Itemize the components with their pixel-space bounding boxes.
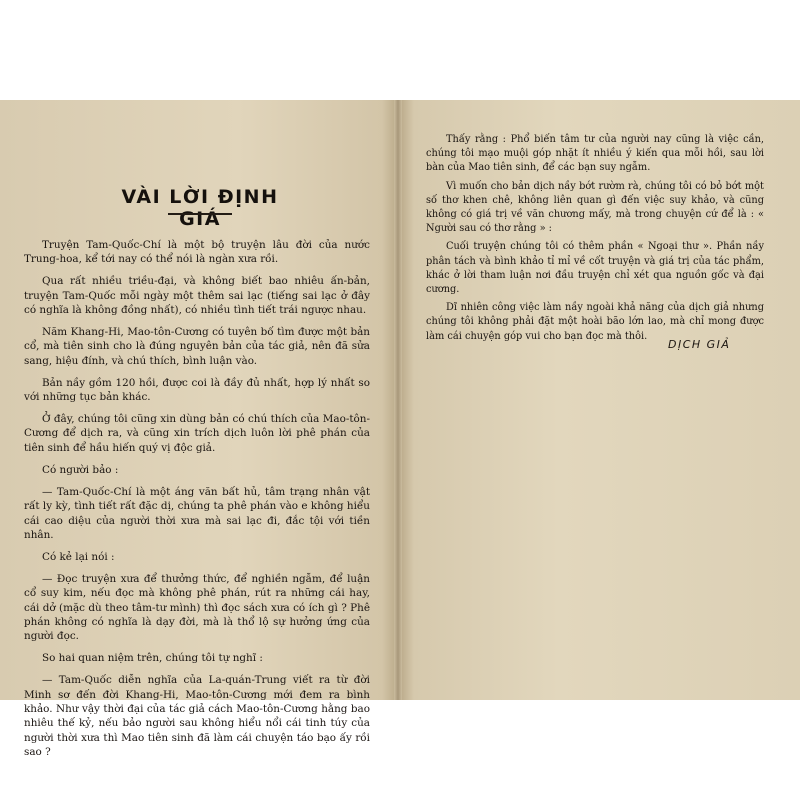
paragraph: Bản nầy gồm 120 hồi, được coi là đầy đủ nhất, hợp lý nhất so với những tục bản khác.: [24, 376, 370, 404]
paragraph: Dĩ nhiên công việc làm nầy ngoài khả năng của dịch giả nhưng chúng tôi không phải đặt một hoài bão lớn lao, mà chỉ mong được làm cái chuyện góp vui cho bạn đọc mà thôi.: [426, 302, 764, 342]
paragraph: Qua rất nhiều triều-đại, và không biết bao nhiêu ấn-bản, truyện Tam-Quốc mỗi ngày một thêm sai lạc (tiếng sai lạc ở đây có nghĩa là không đồng nhất), có nhiều tình tiết trái ngược nhau.: [24, 275, 370, 317]
book-gutter: [394, 100, 402, 700]
paragraph: Có người bảo :: [42, 463, 119, 476]
title-underline: [168, 213, 232, 215]
paragraph: Năm Khang-Hi, Mao-tôn-Cương có tuyên bố tìm được một bản cổ, mà tiên sinh cho là đúng nguyên bản của tác giả, nên đã sửa sang, hiệu đính, và chú thích, bình luận vào.: [24, 326, 370, 367]
paragraph: — Tam-Quốc diễn nghĩa của La-quán-Trung viết ra từ đời Minh sơ đến đời Khang-Hi, Mao-tôn-Cương mới đem ra bình khảo. Như vậy thời đại của tác giả cách Mao-tôn-Cương hằng bao nhiêu thế kỷ, nếu bảo người sau không hiểu nổi cái tinh túy của người thời xưa thì Mao tiên sinh đã làm cái chuyện táo bạo ấy rồi sao ?: [24, 674, 370, 759]
book-spread: [0, 100, 800, 759]
paragraph: Vì muốn cho bản dịch nầy bớt rườm rà, chúng tôi có bỏ bớt một số thơ khen chê, không liên quan gì đến việc suy khảo, và cũng không có giá trị về văn chương mấy, mà trong chuyện cứ để là : « Người sau có thơ rằng » :: [426, 180, 764, 235]
signature: DỊCH GIẢ: [668, 338, 731, 351]
right-page-body: [426, 133, 764, 348]
page-title: VÀI LỜI ĐỊNH GIÁ: [121, 186, 279, 230]
paragraph: Ở đây, chúng tôi cũng xin dùng bản có chú thích của Mao-tôn-Cương để dịch ra, và cũng xin trích dịch luôn lời phê phán của tiên sinh để hầu hiến quý vị độc giả.: [24, 413, 370, 454]
paragraph: — Tam-Quốc-Chí là một áng văn bất hủ, tâm trạng nhân vật rất ly kỳ, tình tiết rất đặc dị, chúng ta phê phán vào e không hiểu cái cao diệu của người thời xưa mà sai lạc đi, đắc tội với tiền nhân.: [24, 485, 370, 541]
paragraph: — Đọc truyện xưa để thưởng thức, để nghiền ngẫm, để luận cổ suy kim, nếu đọc mà không phê phán, rút ra những cái hay, cái dở (mặc dù theo tâm-tư mình) thì đọc sách xưa có ích gì ? Phê phán không có nghĩa là dạy đời, mà là thổ lộ sự hưởng ứng của người đọc.: [24, 572, 370, 643]
left-page-body: [24, 238, 370, 767]
paragraph: Truyện Tam-Quốc-Chí là một bộ truyện lâu đời của nước Trung-hoa, kể tới nay có thể nói là ngàn xưa rồi.: [24, 239, 370, 266]
paragraph: Cuối truyện chúng tôi có thêm phần « Ngoại thư ». Phần nầy phân tách và bình khảo tỉ mỉ về cốt truyện và giá trị của tác phẩm, khác ở lời tham luận nơi đầu truyện chỉ xét qua nguồn gốc và đại cương.: [426, 241, 764, 296]
paragraph: Có kẻ lại nói :: [42, 550, 115, 563]
paragraph: So hai quan niệm trên, chúng tôi tự nghĩ :: [42, 652, 263, 665]
paragraph: Thấy rằng : Phổ biến tâm tư của người nay cũng là việc cần, chúng tôi mạo muội góp nhặt ít nhiều ý kiến qua mỗi hồi, sau lời bàn của Mao tiên sinh, để các bạn suy ngẫm.: [426, 134, 764, 174]
